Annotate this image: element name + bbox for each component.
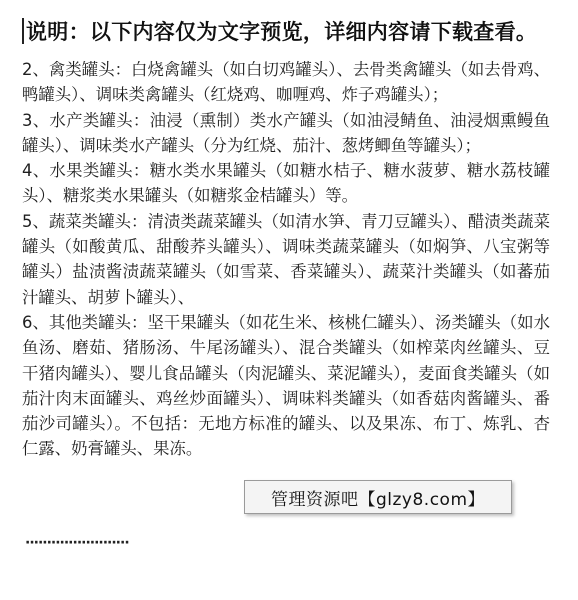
paragraph-seafood: 3、水产类罐头：油浸（熏制）类水产罐头（如油浸鲭鱼、油浸烟熏鳗鱼罐头）、调味类水产罐头（分为红烧、茄汁、葱烤鲫鱼等罐头）；	[22, 110, 550, 155]
preview-notice-text: 说明：以下内容仅为文字预览，详细内容请下载查看。	[26, 20, 538, 44]
truncation-dots: ························	[25, 535, 129, 551]
paragraph-other: 6、其他类罐头：坚干果罐头（如花生米、核桃仁罐头）、汤类罐头（如水鱼汤、磨茹、猪肠汤、牛尾汤罐头）、混合类罐头（如榨菜肉丝罐头、豆干猪肉罐头）、婴儿食品罐头（肉泥罐头、菜泥罐头），麦面食类罐头（如茄汁肉末面罐头、鸡丝炒面罐头）、调味料类罐头（如香菇肉酱罐头、番茄沙司罐头）。不包括：无地方标准的罐头、以及果冻、布丁、炼乳、杏仁露、奶膏罐头、果冻。	[22, 312, 550, 459]
watermark-banner: 管理资源吧【glzy8.com】	[244, 480, 512, 514]
text-cursor	[22, 18, 24, 44]
paragraph-fruit: 4、水果类罐头：糖水类水果罐头（如糖水桔子、糖水菠萝、糖水荔枝罐头）、糖浆类水果罐头（如糖浆金桔罐头）等。	[22, 161, 550, 206]
preview-notice	[22, 14, 542, 48]
paragraph-poultry: 2、禽类罐头：白烧禽罐头（如白切鸡罐头）、去骨类禽罐头（如去骨鸡、鸭罐头）、调味类禽罐头（红烧鸡、咖喱鸡、炸子鸡罐头）；	[22, 60, 550, 105]
document-body	[22, 57, 550, 462]
paragraph-vegetable: 5、蔬菜类罐头：清渍类蔬菜罐头（如清水笋、青刀豆罐头）、醋渍类蔬菜罐头（如酸黄瓜、甜酸荞头罐头）、调味类蔬菜罐头（如焖笋、八宝粥等罐头）盐渍酱渍蔬菜罐头（如雪菜、香菜罐头）、蔬菜汁类罐头（如蕃茄汁罐头、胡萝卜罐头）、	[22, 211, 550, 307]
